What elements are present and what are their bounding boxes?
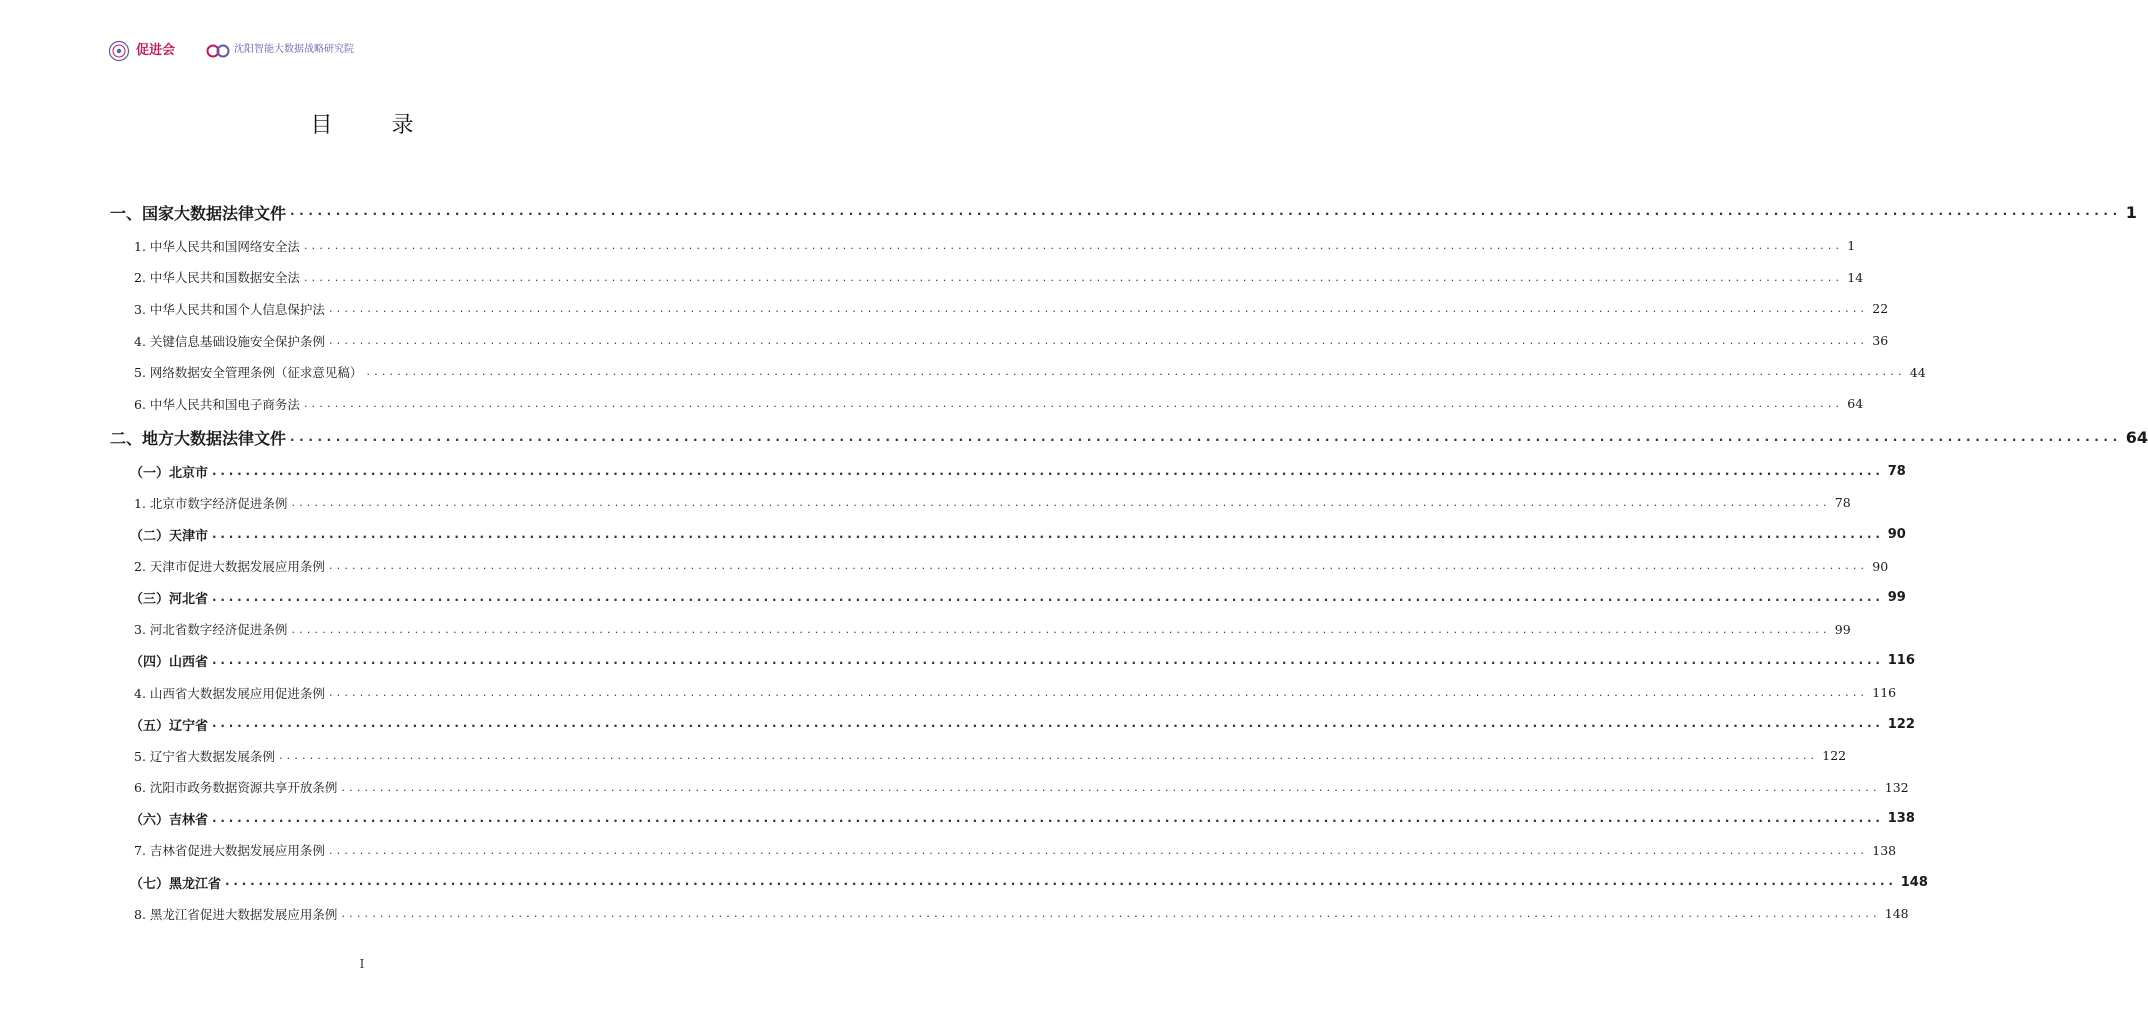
dot-leader: ........................................................................................................................................................................................................ [291, 496, 1831, 510]
dot-leader: ........................................................................................................................................................................................................ [328, 333, 1869, 347]
toc-item[interactable] [110, 550, 1889, 582]
item-title: 沈阳市政务数据资源共享开放条例 [149, 780, 338, 796]
dot-leader: ........................................................................................................................................................................................................ [212, 463, 1884, 478]
toc-page-number: 90 [1887, 527, 1906, 543]
toc-entry-label [130, 809, 212, 828]
section-title: 二、地方大数据法律文件 [110, 429, 287, 449]
toc-page-number: 148 [1900, 874, 1928, 890]
dot-leader: ........................................................................................................................................................................................................ [328, 843, 1869, 857]
item-title: 网络数据安全管理条例（征求意见稿） [149, 365, 363, 381]
dot-leader: ........................................................................................................................................................................................................ [328, 559, 1869, 573]
table-of-contents [110, 194, 2148, 929]
toc-item[interactable] [110, 677, 1897, 709]
toc-page-number: 78 [1834, 495, 1851, 511]
toc-entry-label [134, 300, 329, 318]
circular-badge-icon [108, 40, 130, 62]
institute-logo [205, 43, 354, 59]
toc-item[interactable] [110, 293, 1889, 325]
item-title: 河北省数字经济促进条例 [149, 622, 288, 638]
toc-page-number: 44 [1909, 364, 1926, 380]
toc-page-number: 14 [1847, 269, 1864, 285]
item-number: 6. [134, 396, 146, 412]
toc-region-heading[interactable] [110, 582, 1906, 614]
toc-entry-label [134, 237, 304, 255]
dot-leader: ........................................................................................................................................................................................................ [303, 270, 1844, 284]
region-title: （二）天津市 [130, 529, 209, 545]
item-title: 中华人民共和国网络安全法 [149, 238, 300, 254]
toc-page-number: 1 [2125, 202, 2137, 222]
toc-region-heading[interactable] [110, 708, 1915, 740]
item-title: 山西省大数据发展应用促进条例 [149, 685, 325, 701]
toc-item[interactable] [110, 835, 1897, 867]
region-title: （六）吉林省 [130, 813, 209, 829]
toc-entry-label [130, 651, 212, 670]
item-title: 北京市数字经济促进条例 [149, 495, 288, 511]
region-title: （一）北京市 [130, 465, 209, 481]
toc-entry-label [134, 494, 291, 512]
toc-page-number: 99 [1834, 621, 1851, 637]
item-number: 7. [134, 843, 146, 859]
infinity-loop-icon [205, 43, 231, 59]
toc-entry-label [134, 841, 329, 859]
toc-entry-label [130, 873, 225, 892]
toc-region-heading[interactable] [110, 866, 1928, 898]
toc-item[interactable] [110, 388, 1864, 420]
item-number: 1. [134, 495, 146, 511]
toc-page-number: 64 [2125, 428, 2148, 448]
toc-region-heading[interactable] [110, 645, 1915, 677]
toc-page-number: 138 [1872, 842, 1897, 858]
institute-name: 沈阳智能大数据战略研究院 [234, 44, 355, 55]
dot-leader: ........................................................................................................................................................................................................ [212, 653, 1884, 668]
item-title: 辽宁省大数据发展条例 [149, 748, 275, 764]
dot-leader: ........................................................................................................................................................................................................ [212, 589, 1884, 604]
toc-page-number: 64 [1847, 396, 1864, 412]
dot-leader: ........................................................................................................................................................................................................ [290, 204, 2122, 219]
toc-item[interactable] [110, 262, 1864, 294]
toc-region-heading[interactable] [110, 803, 1915, 835]
dot-leader: ........................................................................................................................................................................................................ [366, 365, 1906, 379]
toc-section-heading[interactable] [110, 420, 2148, 456]
region-title: （五）辽宁省 [130, 718, 209, 734]
toc-entry-label [110, 201, 290, 224]
page-title: 目 录 [310, 113, 440, 138]
toc-page-number: 122 [1822, 748, 1847, 764]
toc-item[interactable] [110, 898, 1909, 930]
toc-entry-label [130, 588, 212, 607]
dot-leader: ........................................................................................................................................................................................................ [303, 239, 1844, 252]
toc-item[interactable] [110, 230, 1856, 262]
page-number: I [359, 957, 365, 971]
toc-page-number: 116 [1872, 685, 1897, 701]
item-number: 2. [134, 559, 146, 575]
dot-leader: ........................................................................................................................................................................................................ [212, 811, 1884, 826]
toc-entry-label [110, 426, 290, 449]
toc-entry-label [134, 363, 366, 381]
toc-region-heading[interactable] [110, 456, 1906, 488]
item-title: 黑龙江省促进大数据发展应用条例 [149, 906, 338, 922]
item-number: 5. [134, 365, 146, 381]
dot-leader: ........................................................................................................................................................................................................ [278, 748, 1819, 762]
item-number: 5. [134, 748, 146, 764]
toc-entry-label [134, 747, 279, 765]
toc-page-number: 138 [1887, 811, 1915, 827]
dot-leader: ........................................................................................................................................................................................................ [291, 622, 1831, 636]
toc-item[interactable] [110, 772, 1909, 804]
toc-entry-label [130, 715, 212, 734]
toc-entry-label [134, 778, 341, 796]
toc-entry-label [134, 557, 329, 575]
toc-page-number: 90 [1872, 558, 1889, 574]
item-title: 中华人民共和国数据安全法 [149, 270, 300, 286]
toc-page-number: 122 [1887, 716, 1915, 732]
dot-leader: ........................................................................................................................................................................................................ [225, 874, 1897, 889]
toc-page-number: 99 [1887, 590, 1906, 606]
toc-entry-label [134, 684, 329, 702]
dot-leader: ........................................................................................................................................................................................................ [212, 716, 1884, 731]
item-title: 吉林省促进大数据发展应用条例 [149, 843, 325, 859]
item-title: 关键信息基础设施安全保护条例 [149, 333, 325, 349]
toc-item[interactable] [110, 356, 1926, 388]
toc-page-number: 1 [1847, 238, 1856, 254]
toc-page-number: 148 [1884, 906, 1909, 922]
toc-page-number: 116 [1887, 653, 1915, 669]
toc-item[interactable] [110, 487, 1851, 519]
dot-leader: ........................................................................................................................................................................................................ [290, 429, 2122, 444]
toc-entry-label [134, 395, 304, 413]
page-header [108, 40, 354, 62]
item-title: 天津市促进大数据发展应用条例 [149, 559, 325, 575]
toc-entry-label [130, 462, 212, 481]
toc-item[interactable] [110, 325, 1889, 357]
region-title: （四）山西省 [130, 655, 209, 671]
dot-leader: ........................................................................................................................................................................................................ [212, 526, 1884, 541]
toc-entry-label [134, 268, 304, 286]
item-number: 1. [134, 238, 146, 254]
organization-logo-text: 促进会 [136, 43, 176, 58]
toc-entry-label [134, 332, 329, 350]
item-number: 6. [134, 780, 146, 796]
toc-region-heading[interactable] [110, 519, 1906, 551]
item-number: 3. [134, 622, 146, 638]
region-title: （七）黑龙江省 [130, 876, 222, 892]
item-number: 2. [134, 270, 146, 286]
region-title: （三）河北省 [130, 592, 209, 608]
toc-section-heading[interactable] [110, 194, 2137, 230]
item-number: 4. [134, 333, 146, 349]
toc-page-number: 22 [1872, 301, 1889, 317]
item-number: 4. [134, 685, 146, 701]
toc-entry-label [134, 905, 341, 923]
item-number: 8. [134, 906, 146, 922]
dot-leader: ........................................................................................................................................................................................................ [328, 685, 1869, 699]
item-title: 中华人民共和国个人信息保护法 [149, 301, 325, 317]
toc-entry-label [134, 620, 291, 638]
toc-page-number: 132 [1884, 779, 1909, 795]
toc-item[interactable] [110, 614, 1851, 646]
dot-leader: ........................................................................................................................................................................................................ [303, 396, 1844, 410]
section-title: 一、国家大数据法律文件 [110, 203, 287, 223]
toc-entry-label [130, 525, 212, 544]
item-number: 3. [134, 301, 146, 317]
dot-leader: ........................................................................................................................................................................................................ [341, 906, 1881, 920]
toc-page-number: 36 [1872, 333, 1889, 349]
item-title: 中华人民共和国电子商务法 [149, 396, 300, 412]
dot-leader: ........................................................................................................................................................................................................ [328, 302, 1869, 316]
toc-item[interactable] [110, 740, 1847, 772]
toc-page-number: 78 [1887, 463, 1906, 479]
dot-leader: ........................................................................................................................................................................................................ [341, 780, 1881, 794]
